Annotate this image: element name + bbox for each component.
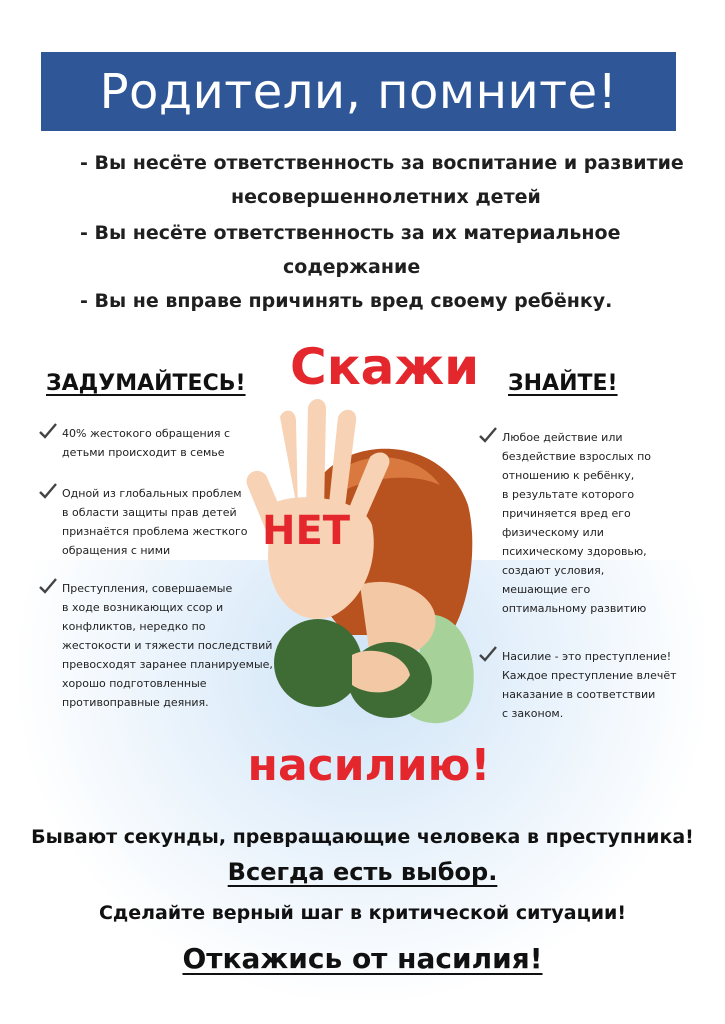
check-icon [38, 577, 58, 595]
title-banner [41, 52, 676, 131]
footer-choice: Всегда есть выбор. [227, 858, 498, 886]
intro-line: содержание [283, 256, 421, 278]
finger [280, 411, 298, 513]
right-bullet: Любое действие или бездействие взрослых по отношению к ребёнку, в результате которого причиняется вред его физическому или психическому здоровью, создают условия, мешающие его оптимальному развитию [502, 428, 651, 618]
check-icon [38, 422, 58, 440]
slogan-say: Скажи [290, 338, 480, 396]
intro-line: - Вы не вправе причинять вред своему ребёнку. [80, 290, 613, 312]
slogan-no: НЕТ [262, 508, 351, 554]
left-bullet: 40% жестокого обращения с детьми происходит в семье [62, 424, 230, 462]
check-icon [478, 645, 498, 663]
slogan-violence: насилию! [247, 740, 491, 791]
finger [306, 399, 326, 513]
right-heading: ЗНАЙТЕ! [508, 371, 618, 396]
child-illustration [240, 395, 480, 735]
footer-refuse: Откажись от насилия! [182, 942, 543, 975]
right-bullet: Насилие - это преступление! Каждое преступление влечёт наказание в соответствии с законом. [502, 647, 677, 723]
intro-line: - Вы несёте ответственность за их материальное [80, 222, 621, 244]
check-icon [478, 426, 498, 444]
footer-line: Сделайте верный шаг в критической ситуации! [98, 902, 627, 924]
left-heading: ЗАДУМАЙТЕСЬ! [46, 371, 246, 396]
left-bullet: Одной из глобальных проблем в области защиты прав детей признаётся проблема жесткого обращения с ними [62, 484, 247, 560]
check-icon [38, 482, 58, 500]
left-bullet: Преступления, совершаемые в ходе возникающих ссор и конфликтов, нередко по жестокости и тяжести последствий превосходят заранее планируемые, хорошо подготовленные противоправные деяния. [62, 579, 273, 712]
left-knee [274, 619, 362, 707]
intro-line: - Вы несёте ответственность за воспитание и развитие [80, 152, 684, 174]
footer-line: Бывают секунды, превращающие человека в преступника! [31, 826, 694, 848]
page-title: Родители, помните! [99, 63, 618, 120]
intro-line: несовершеннолетних детей [231, 186, 541, 208]
